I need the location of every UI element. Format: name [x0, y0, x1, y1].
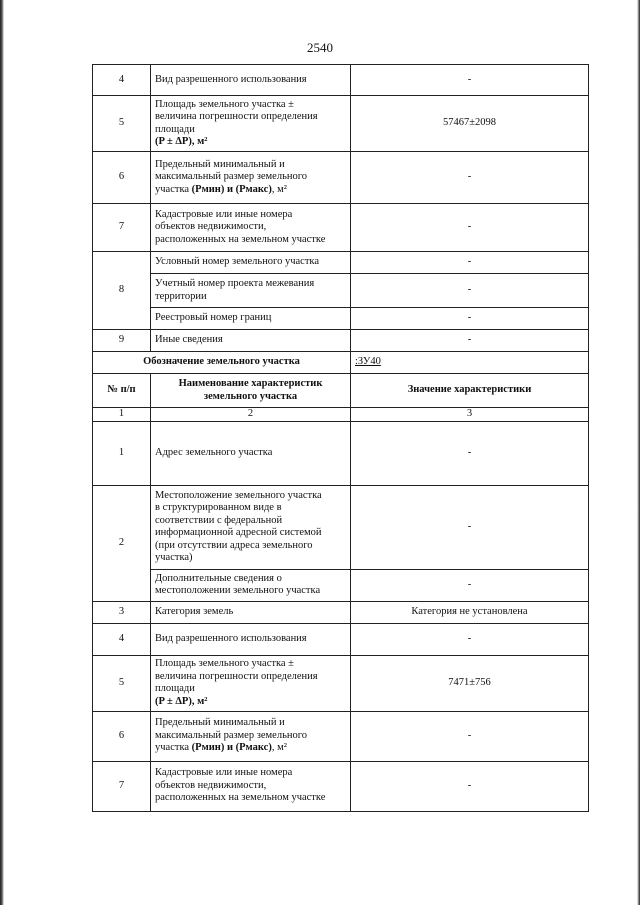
row-label	[151, 569, 351, 601]
row-number: 8	[93, 252, 151, 330]
column-index-1: 1	[93, 408, 151, 422]
row-label-formula: (Рмин) и (Рмакс)	[191, 742, 272, 754]
row-value: -	[351, 152, 589, 204]
row-value: -	[351, 711, 589, 761]
column-index-row	[93, 408, 589, 422]
row-label-line: расположенных на земельном участке	[155, 792, 326, 804]
row-label	[151, 485, 351, 569]
row-label	[151, 96, 351, 152]
row-label-line: Учетный номер проекта межевания	[155, 278, 315, 289]
row-number: 9	[93, 330, 151, 352]
header-name	[151, 374, 351, 408]
header-name-line: Наименование характеристик	[178, 378, 323, 389]
row-value: -	[351, 274, 589, 308]
row-label-text: участка	[155, 742, 192, 754]
row-label-line: площади	[155, 683, 195, 694]
row-label-line: объектов недвижимости,	[155, 779, 267, 791]
row-label-line: Кадастровые или иные номера	[155, 767, 293, 779]
row-label-line: Кадастровые или иные номера	[155, 208, 293, 220]
row-value: -	[351, 65, 589, 96]
row-label-line: максимальный размер земельного	[155, 171, 308, 183]
parcel-designation-label: Обозначение земельного участка	[93, 352, 351, 374]
row-label-line: местоположении земельного участка	[155, 585, 321, 596]
row-value: -	[351, 761, 589, 811]
table-row	[93, 152, 589, 204]
row-number: 6	[93, 711, 151, 761]
row-value: -	[351, 569, 589, 601]
column-index-3: 3	[351, 408, 589, 422]
parcel-code: :ЗУ40	[355, 356, 381, 368]
row-label-line	[155, 742, 346, 755]
row-label	[151, 711, 351, 761]
row-value: Категория не установлена	[351, 601, 589, 623]
row-label-line: Предельный минимальный и	[155, 158, 285, 170]
row-label: Категория земель	[151, 601, 351, 623]
row-value: -	[351, 485, 589, 569]
row-label: Реестровый номер границ	[151, 308, 351, 330]
table-row	[93, 421, 589, 485]
table-row	[93, 65, 589, 96]
row-value: -	[351, 623, 589, 655]
row-value: -	[351, 308, 589, 330]
table-row	[93, 711, 589, 761]
row-value: 7471±756	[351, 655, 589, 711]
row-number: 6	[93, 152, 151, 204]
row-label-formula: (Рмин) и (Рмакс)	[191, 183, 272, 195]
table-row	[93, 96, 589, 152]
row-label: Условный номер земельного участка	[151, 252, 351, 274]
header-value: Значение характеристики	[351, 374, 589, 408]
row-label-line: в структурированном виде в	[155, 502, 282, 513]
page-number: 2540	[307, 40, 333, 55]
row-number: 1	[93, 421, 151, 485]
row-label-line: Местоположение земельного участка	[155, 489, 322, 501]
land-parcel-table	[92, 64, 589, 812]
row-label-line: территории	[155, 290, 207, 302]
row-label-line: величина погрешности определения	[155, 111, 318, 122]
row-label	[151, 655, 351, 711]
row-value: -	[351, 330, 589, 352]
row-number: 4	[93, 65, 151, 96]
table-row	[93, 761, 589, 811]
table-row	[93, 485, 589, 569]
row-number: 3	[93, 601, 151, 623]
row-number: 7	[93, 761, 151, 811]
row-number: 5	[93, 655, 151, 711]
row-label	[151, 152, 351, 204]
row-label-line: максимальный размер земельного	[155, 729, 308, 741]
row-label-line: Площадь земельного участка ±	[155, 658, 294, 669]
row-label: Адрес земельного участка	[151, 421, 351, 485]
row-label-line: соответствии с федеральной	[155, 514, 283, 526]
row-number: 4	[93, 623, 151, 655]
row-label: Вид разрешенного использования	[151, 623, 351, 655]
header-name-line: земельного участка	[203, 390, 298, 402]
row-label-line: величина погрешности определения	[155, 670, 318, 682]
row-label-formula: (P ± ΔP), м²	[155, 695, 208, 707]
header-number: № п/п	[93, 374, 151, 408]
row-label-line	[155, 184, 346, 197]
row-number: 5	[93, 96, 151, 152]
table-row	[93, 252, 589, 274]
row-number: 7	[93, 204, 151, 252]
row-label-text: участка	[155, 183, 192, 195]
table-row	[93, 274, 589, 308]
row-label	[151, 274, 351, 308]
row-value: -	[351, 204, 589, 252]
row-label-unit: , м²	[271, 183, 287, 195]
row-label-line: расположенных на земельном участке	[155, 233, 326, 245]
table-header-row	[93, 374, 589, 408]
column-index-2: 2	[151, 408, 351, 422]
row-label	[151, 204, 351, 252]
row-label-line: информационной адресной системой	[155, 527, 322, 538]
scan-edge-left	[0, 0, 4, 905]
table-row	[93, 655, 589, 711]
row-label: Иные сведения	[151, 330, 351, 352]
table-row	[93, 308, 589, 330]
row-value: -	[351, 421, 589, 485]
parcel-designation-value	[351, 352, 589, 374]
row-label-unit: , м²	[271, 742, 287, 754]
row-label: Вид разрешенного использования	[151, 65, 351, 96]
row-number: 2	[93, 485, 151, 601]
row-label	[151, 761, 351, 811]
table-row	[93, 601, 589, 623]
parcel-designation-row	[93, 352, 589, 374]
row-label-line: Дополнительные сведения о	[155, 572, 282, 584]
table-row	[93, 623, 589, 655]
row-label-line: участка)	[155, 552, 193, 563]
table-row	[93, 204, 589, 252]
row-label-line: площади	[155, 123, 195, 135]
table-row	[93, 330, 589, 352]
row-label-line: Предельный минимальный и	[155, 717, 285, 729]
table-row	[93, 569, 589, 601]
row-label-line: Площадь земельного участка ±	[155, 98, 294, 110]
row-label-formula: (P ± ΔP), м²	[155, 136, 208, 147]
row-value: -	[351, 252, 589, 274]
row-value: 57467±2098	[351, 96, 589, 152]
row-label-line: объектов недвижимости,	[155, 221, 267, 233]
row-label-line: (при отсутствии адреса земельного	[155, 539, 313, 551]
